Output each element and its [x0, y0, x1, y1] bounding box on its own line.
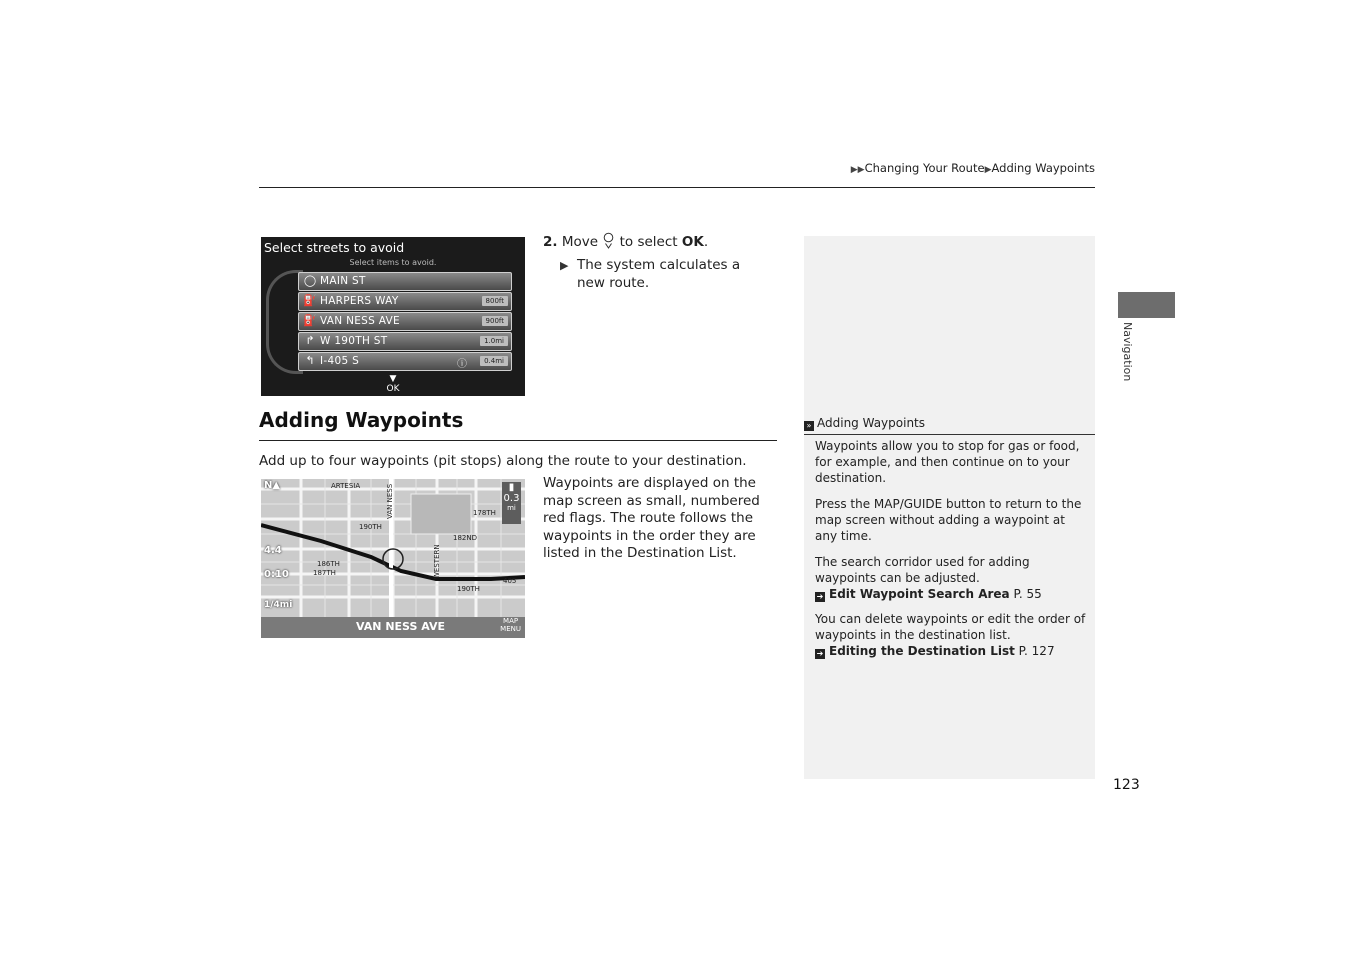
xref-page: P. 55	[1013, 587, 1042, 601]
map-label: 405	[503, 577, 517, 585]
next-turn-distance: 0.3	[503, 493, 520, 504]
chapter-tab[interactable]	[1118, 292, 1175, 318]
list-item[interactable]	[298, 332, 512, 351]
step-result	[560, 256, 770, 292]
distance-badge: 900ft	[482, 316, 508, 326]
gas-pump-icon: ⛽	[303, 314, 317, 327]
street-label: I-405 S	[320, 355, 360, 367]
next-turn-panel	[502, 482, 521, 524]
turn-left-icon: ↰	[305, 354, 315, 367]
section-heading: Adding Waypoints	[259, 408, 464, 432]
gas-pump-icon: ⛽	[303, 294, 317, 307]
xref-title[interactable]: Edit Waypoint Search Area	[829, 587, 1010, 601]
chevron-down-icon: ▼	[389, 374, 397, 384]
street-label: HARPERS WAY	[320, 295, 399, 307]
list-item[interactable]	[298, 312, 512, 331]
distance-badge: 1.0mi	[480, 336, 508, 346]
screen-title: Select streets to avoid	[264, 240, 405, 255]
list-item[interactable]	[298, 292, 512, 311]
distance-badge: 800ft	[482, 296, 508, 306]
breadcrumb	[851, 161, 1095, 175]
note-paragraph-text: You can delete waypoints or edit the order of waypoints in the destination list.	[815, 612, 1086, 642]
step-ok-text: OK	[681, 234, 704, 250]
result-arrow-icon: ▶	[560, 259, 569, 272]
step-select-text: to select	[619, 234, 678, 250]
time-to-destination: 0:10	[264, 569, 289, 580]
distance-to-destination: 4.4	[264, 545, 282, 556]
list-item[interactable]	[298, 352, 512, 371]
waypoint-description: Waypoints are displayed on the map screen as small, numbered red flags. The route follows the waypoints in the order they are listed in the Destination List.	[543, 475, 760, 561]
note-icon: »	[804, 421, 814, 431]
chapter-label: Navigation	[1121, 322, 1134, 382]
waypoint-map-screenshot	[261, 479, 525, 638]
map-status-bar	[261, 617, 525, 638]
note-paragraph-text: The search corridor used for adding waypoints can be adjusted.	[815, 555, 1030, 585]
map-menu-label: MENU	[500, 625, 521, 633]
map-label: WESTERN	[433, 544, 441, 579]
xref-arrow-icon: ➔	[816, 649, 824, 658]
heading-rule	[259, 440, 777, 441]
breadcrumb-page: Adding Waypoints	[991, 161, 1095, 175]
note-paragraph: Press the MAP/GUIDE button to return to the map screen without adding a waypoint at any time.	[815, 497, 1082, 543]
list-item[interactable]	[298, 272, 512, 291]
map-label: ARTESIA	[331, 482, 361, 490]
map-canvas	[261, 479, 525, 638]
map-label: VAN NESS	[386, 483, 394, 519]
step-result-text: The system calculates a new route.	[577, 257, 741, 291]
xref-link[interactable]	[815, 643, 1087, 659]
note-heading-text: Adding Waypoints	[817, 416, 926, 430]
breadcrumb-arrow-icon: ▶	[984, 165, 992, 175]
street-label: MAIN ST	[320, 275, 366, 287]
current-street: VAN NESS AVE	[356, 620, 446, 633]
page-number: 123	[1113, 777, 1140, 793]
map-menu-button[interactable]	[500, 617, 521, 633]
xref-page: P. 127	[1018, 644, 1055, 658]
distance-badge: 0.4mi	[480, 356, 508, 366]
map-label: 178TH	[473, 509, 496, 517]
breadcrumb-arrow-icon: ▶▶	[850, 165, 865, 175]
step-number: 2.	[543, 234, 558, 250]
note-paragraph	[815, 554, 1087, 602]
circle-icon: ◯	[303, 274, 317, 287]
map-label: 187TH	[313, 569, 336, 577]
avoid-streets-screenshot	[261, 237, 525, 396]
note-rule	[804, 434, 1095, 435]
step-move-text: Move	[561, 234, 599, 250]
intro-text: Add up to four waypoints (pit stops) along the route to your destination.	[259, 453, 747, 469]
turn-right-icon: ↱	[305, 334, 315, 347]
map-label: 190TH	[359, 523, 382, 531]
note-paragraph: Waypoints allow you to stop for gas or food, for example, and then continue on to your destination.	[815, 439, 1080, 485]
map-scale[interactable]: 1/4mi	[264, 600, 293, 610]
map-label: 186TH	[317, 560, 340, 568]
map-label: 190TH	[457, 585, 480, 593]
ok-label: OK	[386, 384, 400, 394]
map-label: 182ND	[453, 534, 477, 542]
next-turn-unit: mi	[507, 504, 516, 512]
note-paragraph	[815, 611, 1087, 659]
header-rule	[259, 187, 1095, 188]
map-menu-label: MAP	[503, 617, 519, 625]
xref-link[interactable]	[815, 586, 1087, 602]
ok-button[interactable]	[261, 374, 525, 394]
xref-arrow-icon: ➔	[816, 592, 824, 601]
screen-subtitle: Select items to avoid.	[349, 258, 437, 267]
note-heading	[804, 416, 925, 431]
compass-icon[interactable]: N▲	[264, 480, 281, 491]
info-icon: ⓘ	[457, 359, 467, 370]
breadcrumb-section[interactable]: Changing Your Route	[864, 161, 985, 175]
xref-title[interactable]: Editing the Destination List	[829, 644, 1015, 658]
street-label: VAN NESS AVE	[320, 315, 400, 327]
selector-knob-icon	[602, 232, 615, 249]
street-label: W 190TH ST	[320, 335, 388, 347]
next-turn-icon: ▮	[508, 482, 515, 493]
step-period: .	[703, 234, 709, 250]
step-instruction	[543, 232, 708, 250]
